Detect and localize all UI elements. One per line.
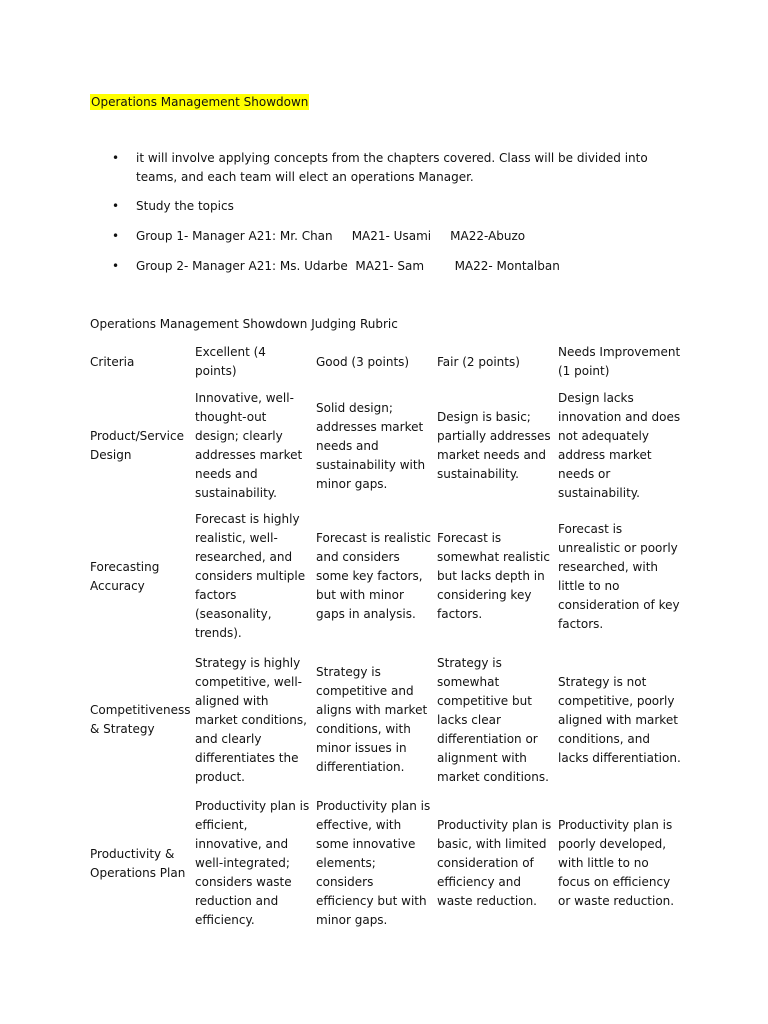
criteria-cell: Forecasting Accuracy (90, 559, 160, 593)
bullet-glyph: • (112, 229, 120, 243)
bullet-item (112, 197, 692, 216)
fair-cell: Forecast is somewhat realistic but lacks depth in considering key factors. (437, 531, 550, 621)
header-good: Good (3 points) (316, 354, 410, 369)
table-row (87, 508, 687, 645)
excellent-cell: Productivity plan is efficient, innovative, and well-integrated; considers waste reduction and efficiency. (195, 799, 310, 927)
good-cell: Solid design; addresses market needs and sustainability with minor gaps. (316, 400, 426, 491)
rubric-title: Operations Management Showdown Judging Rubric (90, 317, 398, 331)
header-needs-improvement: Needs Improvement (1 point) (558, 345, 681, 378)
fair-cell: Design is basic; partially addresses market needs and sustainability. (437, 410, 551, 481)
criteria-cell: Competitiveness & Strategy (90, 703, 191, 736)
needs-improvement-cell: Design lacks innovation and does not adequately address market needs or sustainability. (558, 391, 681, 500)
bullet-item (112, 149, 692, 187)
criteria-cell: Product/Service Design (90, 429, 184, 462)
excellent-cell: Strategy is highly competitive, well-aligned with market conditions, and clearly differentiates the product. (195, 655, 307, 784)
bullet-item (112, 227, 692, 246)
good-cell: Forecast is realistic and considers some key factors, but with minor gaps in analysis. (316, 531, 431, 621)
bullet-item (112, 257, 692, 276)
rubric-header-row (87, 340, 687, 384)
table-row (87, 645, 687, 795)
good-cell: Productivity plan is effective, with some innovative elements; considers efficiency but with minor gaps. (316, 799, 431, 927)
good-cell: Strategy is competitive and aligns with market conditions, with minor issues in differentiation. (316, 665, 428, 774)
fair-cell: Strategy is somewhat competitive but lacks clear differentiation or alignment with market conditions. (437, 655, 549, 784)
header-fair: Fair (2 points) (437, 354, 520, 369)
excellent-cell: Innovative, well-thought-out design; clearly addresses market needs and sustainability. (195, 391, 303, 500)
fair-cell: Productivity plan is basic, with limited consideration of efficiency and waste reduction. (437, 818, 552, 908)
table-row (87, 795, 687, 932)
bullet-list (112, 149, 692, 287)
criteria-cell: Productivity & Operations Plan (90, 846, 186, 880)
header-criteria: Criteria (90, 354, 135, 369)
rubric-table (87, 340, 687, 932)
header-excellent: Excellent (4 points) (195, 345, 266, 378)
bullet-glyph: • (112, 199, 120, 213)
bullet-glyph: • (112, 151, 120, 165)
needs-improvement-cell: Productivity plan is poorly developed, with little to no focus on efficiency or waste reduction. (558, 818, 675, 908)
needs-improvement-cell: Strategy is not competitive, poorly aligned with market conditions, and lacks differentiation. (558, 674, 681, 765)
bullet-glyph: • (112, 259, 120, 273)
table-row (87, 384, 687, 508)
bullet-text: Group 2- Manager A21: Ms. Udarbe MA21- Sam MA22- Montalban (136, 259, 560, 273)
document-title (90, 93, 309, 111)
needs-improvement-cell: Forecast is unrealistic or poorly researched, with little to no consideration of key factors. (558, 521, 680, 631)
bullet-text: Study the topics (136, 199, 234, 213)
excellent-cell: Forecast is highly realistic, well-researched, and considers multiple factors (seasonality, trends). (195, 512, 306, 640)
bullet-text: Group 1- Manager A21: Mr. Chan MA21- Usami MA22-Abuzo (136, 229, 526, 243)
document-title-highlight: Operations Management Showdown (91, 95, 309, 109)
bullet-text: it will involve applying concepts from the chapters covered. Class will be divided into teams, and each team will elect an operations Manager. (136, 151, 648, 184)
